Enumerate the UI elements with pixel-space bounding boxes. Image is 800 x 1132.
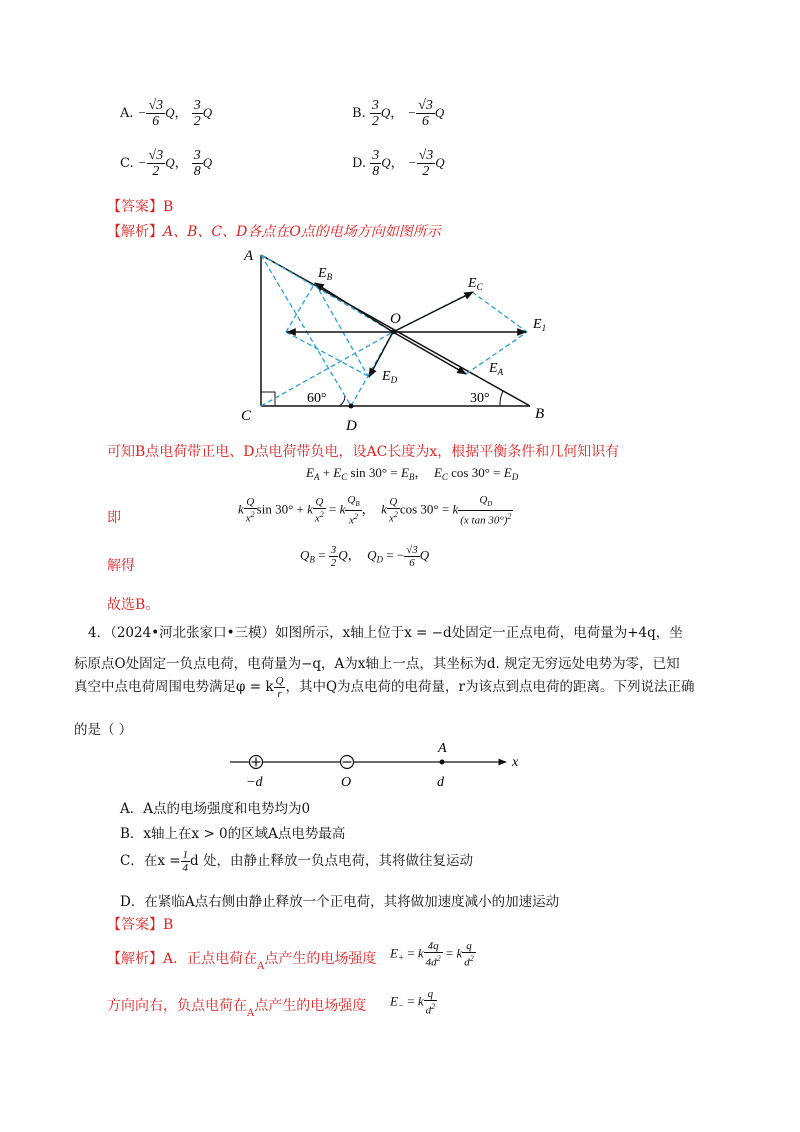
q4-option-d[interactable]: D．在紧临A点右侧由静止释放一个正电荷，其将做加速度减小的加速运动 <box>120 894 560 910</box>
fraction: $\frac{3}{8}$ <box>372 148 380 179</box>
field-eb-label: $E_B$ <box>318 266 333 282</box>
right-angle-mark <box>261 392 275 406</box>
q4-line2: 标原点O处固定一负点电荷，电荷量为−q，A为x轴上一点，其坐标为d. 规定无穷远处电势为零，已知 <box>74 656 680 672</box>
point-o-label: O <box>390 311 401 327</box>
svg-text:O: O <box>341 775 352 790</box>
point-a-label: A <box>244 248 254 264</box>
svg-text:d: d <box>437 775 444 790</box>
fraction: $\frac{3}{2}$ <box>193 98 201 129</box>
analysis-q4-line2: 方向向右，负点电荷在$_A$点产生的电场强度 <box>107 998 367 1019</box>
fraction: $\frac{3}{8}$ <box>193 148 201 179</box>
point-c-label: C <box>241 408 252 424</box>
field-ec-label: $E_C$ <box>468 276 483 292</box>
field-ea-label: $E_A$ <box>489 361 504 377</box>
q4-option-a[interactable]: A．A点的电场强度和电势均为0 <box>120 801 311 817</box>
equation-e-plus: $E_+ = k$ $\frac{4q}{4d^2}$ = k $\frac{q}{d^2}$ <box>390 940 474 969</box>
option-a[interactable]: A. − $\frac{√3}{6}$ Q， $\frac{3}{2}$ Q <box>120 98 213 129</box>
analysis-q3: 【解析】A、B、C、D各点在O点的电场方向如图所示 <box>107 224 441 240</box>
fraction: $\frac{√3}{6}$ <box>418 98 433 129</box>
field-e1-label: $E_1$ <box>533 317 547 333</box>
equation-ji: k $\frac{Q}{x^2}$ sin 30° + k $\frac{Q}{x^2}$ = k $\frac{Q_B}{x^2}$ ， k $\frac{Q}{x^2}$ cos 30° = k $\frac{Q_D}{(x \tan 30^\circ)^2}$ <box>238 494 512 527</box>
triangle-field-diagram <box>230 240 560 445</box>
option-d[interactable]: D. $\frac{3}{8}$ Q， − $\frac{√3}{2}$ Q <box>352 148 445 179</box>
point-b-label: B <box>535 406 545 422</box>
fraction: $\frac{√3}{6}$ <box>148 98 164 129</box>
q4-line4: 的是（ ） <box>74 722 133 738</box>
ji-label: 即 <box>107 510 121 526</box>
option-c[interactable]: C. − $\frac{√3}{2}$ Q， $\frac{3}{8}$ Q <box>120 148 213 179</box>
angle-60-label: 60° <box>307 391 327 406</box>
fraction: $\frac{√3}{2}$ <box>418 148 434 179</box>
angle-30-label: 30° <box>470 391 490 406</box>
conclusion-q3: 故选B。 <box>107 597 160 613</box>
q4-option-b[interactable]: B．x轴上在x > 0的区域A点电势最高 <box>120 826 346 842</box>
analysis-q4-line1: 【解析】A．正点电荷在$_A$点产生的电场强度 <box>107 951 377 972</box>
fraction: $\frac{3}{2}$ <box>371 98 379 129</box>
equation-e-minus: $E_- = k$ $\frac{q}{d^2}$ <box>390 988 436 1017</box>
equation-result: $Q_B$ = $\frac{3}{2}$ Q， $Q_D$ = − $\frac{√3}{6}$ Q <box>300 544 430 569</box>
svg-text:x: x <box>512 755 519 770</box>
analysis-q3-line2: 可知B点电荷带正电、D点电荷带负电，设AC长度为x，根据平衡条件和几何知识有 <box>107 444 620 460</box>
fraction: $\frac{Q}{r}$ <box>275 675 284 700</box>
equation-balance: $E_A + E_C$ $\sin 30^\circ = E_B$， $E_C$ $\cos 30^\circ = E_D$ <box>306 465 519 482</box>
point-a <box>440 760 445 765</box>
option-b[interactable]: B. $\frac{3}{2}$ Q， − $\frac{√3}{6}$ Q <box>352 98 445 129</box>
fraction: $\frac{1}{4}$ <box>182 849 189 874</box>
q4-option-c[interactable]: C．在x = $\frac{1}{4}$ d 处，由静止释放一负点电荷，其将做往复运动 <box>120 849 473 874</box>
svg-text:−d: −d <box>246 775 263 790</box>
answer-q4: 【答案】B <box>107 917 174 933</box>
svg-text:A: A <box>438 741 447 756</box>
jiede-label: 解得 <box>107 558 135 574</box>
x-axis-diagram <box>230 738 530 798</box>
q4-line3: 真空中点电荷周围电势满足φ = k $\frac{Q}{r}$ ，其中Q为点电荷的电荷量，r为该点到点电荷的距离。下列说法正确 <box>74 675 695 700</box>
fraction: $\frac{√3}{2}$ <box>148 148 164 179</box>
field-ed-label: $E_D$ <box>382 369 398 385</box>
q4-line1: 4．（2024•河北张家口•三模）如图所示，x轴上位于x = −d处固定一正点电荷，电荷量为+4q，坐 <box>88 625 683 641</box>
point-d-label: D <box>346 418 357 434</box>
answer-q3: 【答案】B <box>107 199 174 215</box>
